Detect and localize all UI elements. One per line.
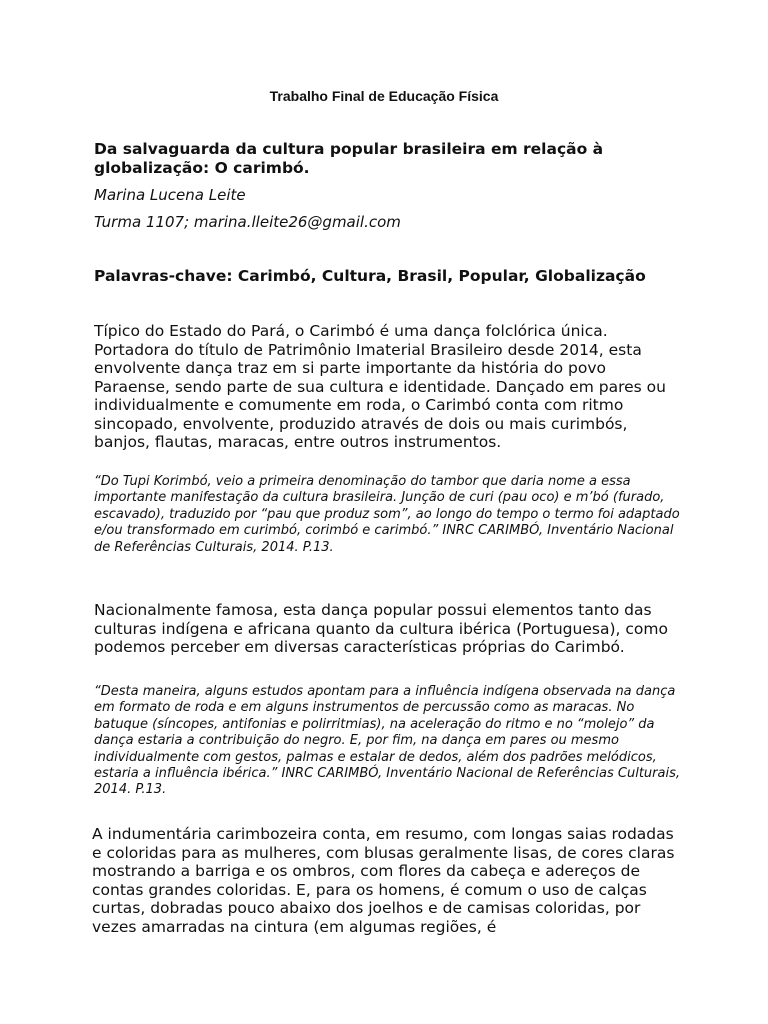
body-paragraph: A indumentária carimbozeira conta, em resumo, com longas saias rodadas e coloridas para as mulheres, com blusas geralmente lisas, de cores claras mostrando a barriga e os ombros, com flores da cabeça e adereços de contas grandes coloridas. E, para os homens, é comum o uso de calças curtas, dobradas pouco abaixo dos joelhos e de camisas coloridas, por vezes amarradas na cintura (em algumas regiões, é <box>92 825 675 936</box>
keywords: Palavras-chave: Carimbó, Cultura, Brasil, Popular, Globalização <box>94 267 646 285</box>
author-contact: Turma 1107; marina.lleite26@gmail.com <box>94 213 401 231</box>
block-quote: “Desta maneira, alguns estudos apontam para a influência indígena observada na dança em formato de roda e em alguns instrumentos de percussão como as maracas. No batuque (síncopes, antifonias e polirritmias), na aceleração do ritmo e no “molejo” da dança estaria a contribuição do negro. E, por fim, na dança em pares ou mesmo individualmente com gestos, palmas e estalar de dedos, além dos padrões melódicos, estaria a influência ibérica.” INRC CARIMBÓ, Inventário Nacional de Referências Culturais, 2014. P.13. <box>94 684 681 798</box>
body-paragraph: Nacionalmente famosa, esta dança popular possui elementos tanto das culturas indígena e africana quanto da cultura ibérica (Portuguesa), como podemos perceber em diversas características próprias do Carimbó. <box>94 601 668 656</box>
body-paragraph: Típico do Estado do Pará, o Carimbó é uma dança folclórica única. Portadora do título de Patrimônio Imaterial Brasileiro desde 2014, esta envolvente dança traz em si parte importante da história do povo Paraense, sendo parte de sua cultura e identidade. Dançado em pares ou individualmente e comumente em roda, o Carimbó conta com ritmo sincopado, envolvente, produzido através de dois ou mais curimbós, banjos, flautas, maracas, entre outros instrumentos. <box>94 322 666 451</box>
page-header-title: Trabalho Final de Educação Física <box>269 88 499 104</box>
block-quote: “Do Tupi Korimbó, veio a primeira denominação do tambor que daria nome a essa importante manifestação da cultura brasileira. Junção de curi (pau oco) e m’bó (furado, escavado), traduzido por “pau que produz som”, ao longo do tempo o termo foi adaptado e/ou transformado em curimbó, corimbó e carimbó.” INRC CARIMBÓ, Inventário Nacional de Referências Culturais, 2014. P.13. <box>94 474 680 555</box>
document-title: Da salvaguarda da cultura popular brasileira em relação à globalização: O carimbó. <box>94 140 604 177</box>
author-name: Marina Lucena Leite <box>94 186 246 204</box>
